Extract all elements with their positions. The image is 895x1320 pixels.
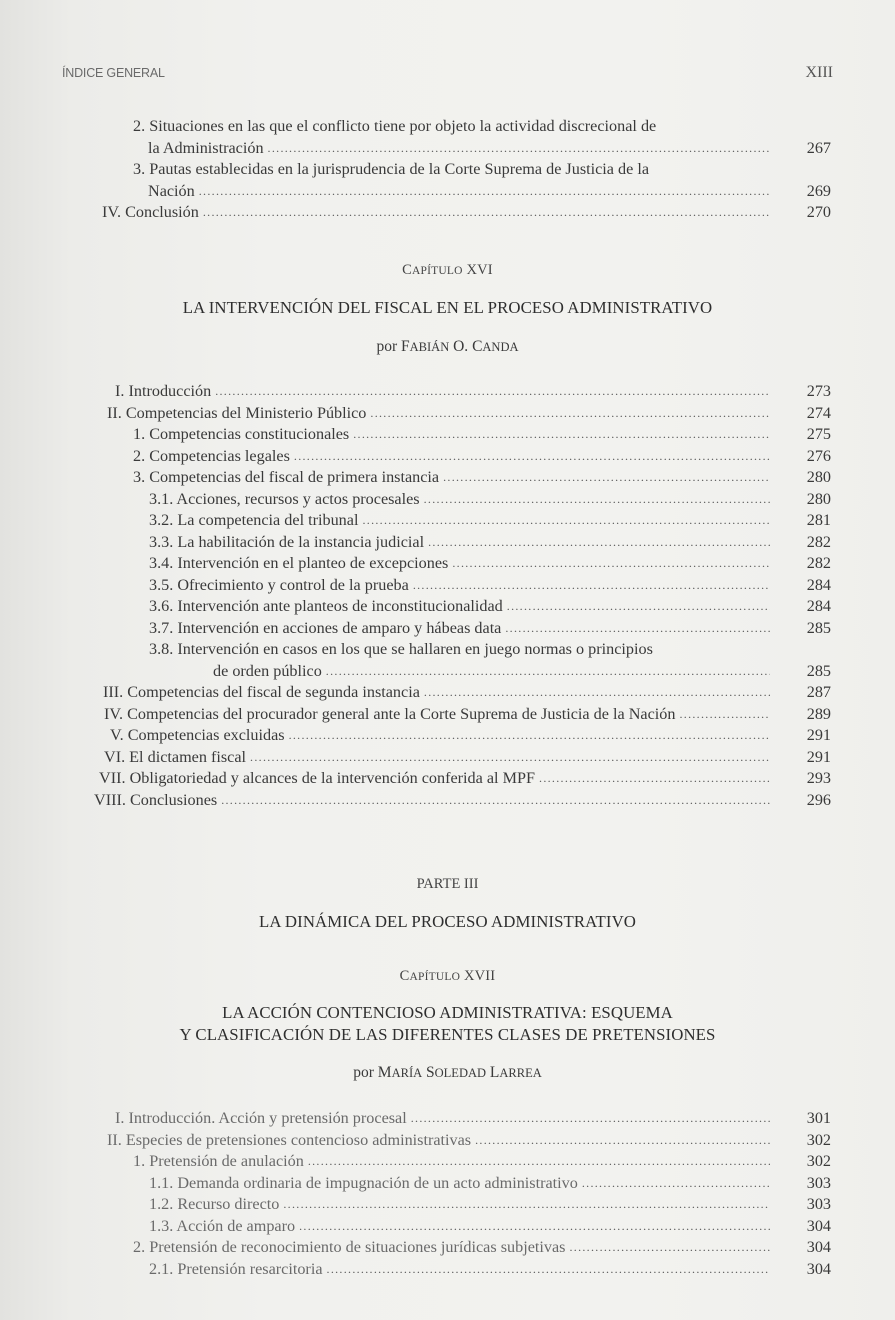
toc-entry-label: VIII. Conclusiones [94, 790, 218, 809]
leader-dots [443, 467, 770, 489]
toc-entry-page: 302 [806, 1130, 831, 1149]
chapter-author [0, 338, 895, 356]
toc-entry-label: 3.6. Intervención ante planteos de inconstitucionalidad [149, 597, 503, 615]
chapter-label [0, 262, 895, 279]
author-name-part: ARÍA [391, 1066, 423, 1080]
toc-entry-line [0, 639, 895, 661]
toc-entry-label: 2. Competencias legales [133, 446, 290, 465]
toc-entry[interactable] [0, 704, 895, 726]
toc-entry-label: de orden público [213, 661, 322, 680]
leader-dots [424, 489, 770, 511]
chapter-number: XVI [466, 262, 493, 278]
leader-dots [199, 181, 770, 203]
toc-entry-label: 3.8. Intervención en casos en los que se hallaren en juego normas o principios [149, 640, 653, 658]
leader-dots [327, 1259, 770, 1281]
author-name-part: ANDA [482, 340, 519, 354]
toc-entry-label: II. Especies de pretensiones contencioso administrativas [107, 1130, 472, 1149]
toc-entry-label: VII. Obligatoriedad y alcances de la intervención conferida al MPF [99, 769, 536, 787]
toc-entry-label: 1.2. Recurso directo [149, 1195, 280, 1213]
toc-entry-page: 274 [806, 403, 831, 422]
toc-entry-page: 303 [806, 1195, 831, 1213]
toc-entry[interactable] [0, 1259, 895, 1281]
running-head [62, 66, 833, 86]
toc-entry-label: 1.3. Acción de amparo [149, 1216, 296, 1235]
leader-dots [362, 510, 770, 532]
author-name-part: L [489, 1064, 500, 1081]
chapter-title: LA INTERVENCIÓN DEL FISCAL EN EL PROCESO ADMINISTRATIVO [182, 298, 713, 317]
leader-dots [203, 202, 770, 224]
toc-entry[interactable] [0, 596, 895, 618]
toc-entry-page: 293 [806, 769, 831, 787]
toc-entry-label: Nación [148, 181, 195, 200]
toc-entry[interactable] [0, 467, 895, 489]
toc-entry-label: 3.3. La habilitación de la instancia judicial [149, 532, 425, 551]
chapter-label [0, 968, 895, 985]
author-name-part: C [472, 338, 483, 355]
leader-dots [353, 424, 770, 446]
chapter-label-rest: APÍTULO [412, 265, 463, 277]
part-title: LA DINÁMICA DEL PROCESO ADMINISTRATIVO [258, 912, 637, 931]
toc-entry-page: 296 [806, 790, 831, 809]
toc-entry[interactable] [0, 747, 895, 769]
toc-entry-label: V. Competencias excluidas [110, 726, 285, 744]
toc-entry-line [0, 116, 895, 138]
leader-dots [308, 1151, 770, 1173]
toc-entry-line [0, 159, 895, 181]
toc-entry[interactable] [0, 790, 895, 812]
toc-entry-page: 304 [806, 1238, 831, 1256]
toc-entry-label: I. Introducción [115, 382, 212, 400]
toc-entry-page: 282 [806, 532, 831, 551]
toc-entry[interactable] [0, 1108, 895, 1130]
leader-dots [539, 768, 770, 790]
leader-dots [370, 403, 770, 425]
leader-dots [294, 446, 770, 468]
running-head-page-number: XIII [805, 64, 833, 81]
leader-dots [268, 138, 770, 160]
author-name-part: M [377, 1064, 392, 1081]
toc-entry-label: 1.1. Demanda ordinaria de impugnación de un acto administrativo [149, 1173, 578, 1192]
leader-dots [250, 747, 770, 769]
author-prefix: por [353, 1064, 374, 1081]
toc-entry-page: 280 [806, 489, 831, 508]
chapter-label-initial: C [399, 968, 410, 984]
leader-dots [475, 1130, 770, 1152]
chapter-xvi-entries [0, 381, 895, 811]
toc-entry[interactable] [0, 1194, 895, 1216]
toc-entry-label: VI. El dictamen fiscal [104, 747, 247, 766]
toc-entry[interactable] [0, 181, 895, 203]
toc-entry[interactable] [0, 403, 895, 425]
toc-entry-label: 1. Competencias constitucionales [133, 425, 350, 443]
chapter-number: XVII [463, 968, 496, 984]
toc-entry-label: 3.1. Acciones, recursos y actos procesales [149, 489, 420, 508]
toc-entry-page: 301 [806, 1109, 831, 1127]
toc-entry[interactable] [0, 1216, 895, 1238]
toc-entry-page: 281 [806, 511, 831, 529]
toc-entry[interactable] [0, 202, 895, 224]
leader-dots [221, 790, 770, 812]
toc-entry-page: 291 [806, 747, 831, 766]
chapter-title-line-1: LA ACCIÓN CONTENCIOSO ADMINISTRATIVA: ESQUEMA [222, 1003, 673, 1022]
leader-dots [428, 532, 770, 554]
toc-entry-label: 3.4. Intervención en el planteo de excepciones [149, 554, 449, 572]
running-head-title: ÍNDICE GENERAL [62, 66, 165, 80]
toc-entry[interactable] [0, 381, 895, 403]
toc-entry-page: 287 [806, 683, 831, 701]
toc-entry[interactable] [0, 532, 895, 554]
toc-entry-page: 280 [806, 468, 831, 486]
leader-dots [679, 704, 770, 726]
leader-dots [507, 596, 770, 618]
toc-entry-label: 3.5. Ofrecimiento y control de la prueba [149, 575, 409, 594]
part-label: PARTE III [416, 876, 479, 892]
toc-entry-page: 304 [806, 1216, 831, 1235]
toc-entry-label: III. Competencias del fiscal de segunda instancia [103, 683, 420, 701]
toc-entry-page: 275 [806, 425, 831, 443]
toc-entry-page: 304 [806, 1259, 831, 1278]
leader-dots [413, 575, 770, 597]
toc-entry-label: 2.1. Pretensión resarcitoria [149, 1259, 323, 1278]
toc-entry[interactable] [0, 661, 895, 683]
toc-entry[interactable] [0, 489, 895, 511]
chapter-xvii-entries [0, 1108, 895, 1280]
toc-entry[interactable] [0, 575, 895, 597]
author-name-part: O. [453, 338, 469, 355]
toc-entry-label: 3. Competencias del fiscal de primera instancia [133, 468, 440, 486]
toc-entry-page: 282 [806, 554, 831, 572]
author-name-part: ARREA [499, 1066, 542, 1080]
chapter-label-initial: C [402, 262, 413, 278]
toc-entry-page: 289 [806, 704, 831, 723]
leader-dots [411, 1108, 770, 1130]
toc-entry-page: 267 [806, 138, 831, 157]
toc-continuation [0, 116, 895, 224]
toc-entry-page: 273 [806, 382, 831, 400]
toc-entry[interactable] [0, 510, 895, 532]
toc-entry[interactable] [0, 138, 895, 160]
toc-entry[interactable] [0, 1130, 895, 1152]
toc-entry[interactable] [0, 682, 895, 704]
toc-entry[interactable] [0, 553, 895, 575]
toc-entry-label: 2. Pretensión de reconocimiento de situaciones jurídicas subjetivas [133, 1238, 566, 1256]
toc-entry[interactable] [0, 618, 895, 640]
toc-entry-label: IV. Competencias del procurador general ante la Corte Suprema de Justicia de la Nación [104, 704, 676, 723]
author-name-part: ABIÁN [409, 340, 450, 354]
toc-entry-page: 284 [806, 575, 831, 594]
toc-entry[interactable] [0, 1237, 895, 1259]
author-name-part: F [401, 338, 410, 355]
toc-entry-label: II. Competencias del Ministerio Público [107, 403, 367, 422]
toc-entry-label: 1. Pretensión de anulación [133, 1152, 304, 1170]
leader-dots [582, 1173, 770, 1195]
leader-dots [215, 381, 770, 403]
leader-dots [452, 553, 770, 575]
leader-dots [289, 725, 770, 747]
leader-dots [424, 682, 770, 704]
toc-entry-page: 285 [806, 661, 831, 680]
toc-entry-page: 302 [806, 1152, 831, 1170]
leader-dots [326, 661, 770, 683]
toc-entry[interactable] [0, 725, 895, 747]
toc-entry-page: 276 [806, 446, 831, 465]
author-name-part: OLEDAD [434, 1066, 487, 1080]
toc-entry-label: IV. Conclusión [102, 203, 199, 221]
toc-entry-page: 285 [806, 618, 831, 637]
chapter-title-line-2: Y CLASIFICACIÓN DE LAS DIFERENTES CLASES DE PRETENSIONES [179, 1025, 716, 1044]
toc-entry[interactable] [0, 1173, 895, 1195]
toc-entry[interactable] [0, 446, 895, 468]
toc-entry[interactable] [0, 768, 895, 790]
leader-dots [505, 618, 770, 640]
toc-entry-label: 2. Situaciones en las que el conflicto tiene por objeto la actividad discrecional de [133, 117, 657, 135]
toc-entry-label: 3. Pautas establecidas en la jurisprudencia de la Corte Suprema de Justicia de la [133, 160, 650, 178]
leader-dots [569, 1237, 770, 1259]
leader-dots [299, 1216, 770, 1238]
leader-dots [283, 1194, 770, 1216]
toc-entry-page: 269 [806, 181, 831, 200]
toc-entry-label: la Administración [148, 138, 264, 157]
chapter-label-rest: APÍTULO [409, 971, 461, 983]
toc-entry[interactable] [0, 424, 895, 446]
author-name-part: S [426, 1064, 435, 1081]
toc-entry-label: I. Introducción. Acción y pretensión procesal [115, 1109, 407, 1127]
chapter-author [0, 1064, 895, 1082]
toc-entry-page: 291 [806, 726, 831, 744]
toc-entry[interactable] [0, 1151, 895, 1173]
author-prefix: por [376, 338, 398, 355]
toc-entry-page: 270 [806, 203, 831, 221]
toc-entry-label: 3.7. Intervención en acciones de amparo y hábeas data [149, 618, 502, 637]
toc-entry-page: 303 [806, 1173, 831, 1192]
toc-entry-label: 3.2. La competencia del tribunal [149, 511, 359, 529]
toc-entry-page: 284 [806, 597, 831, 615]
